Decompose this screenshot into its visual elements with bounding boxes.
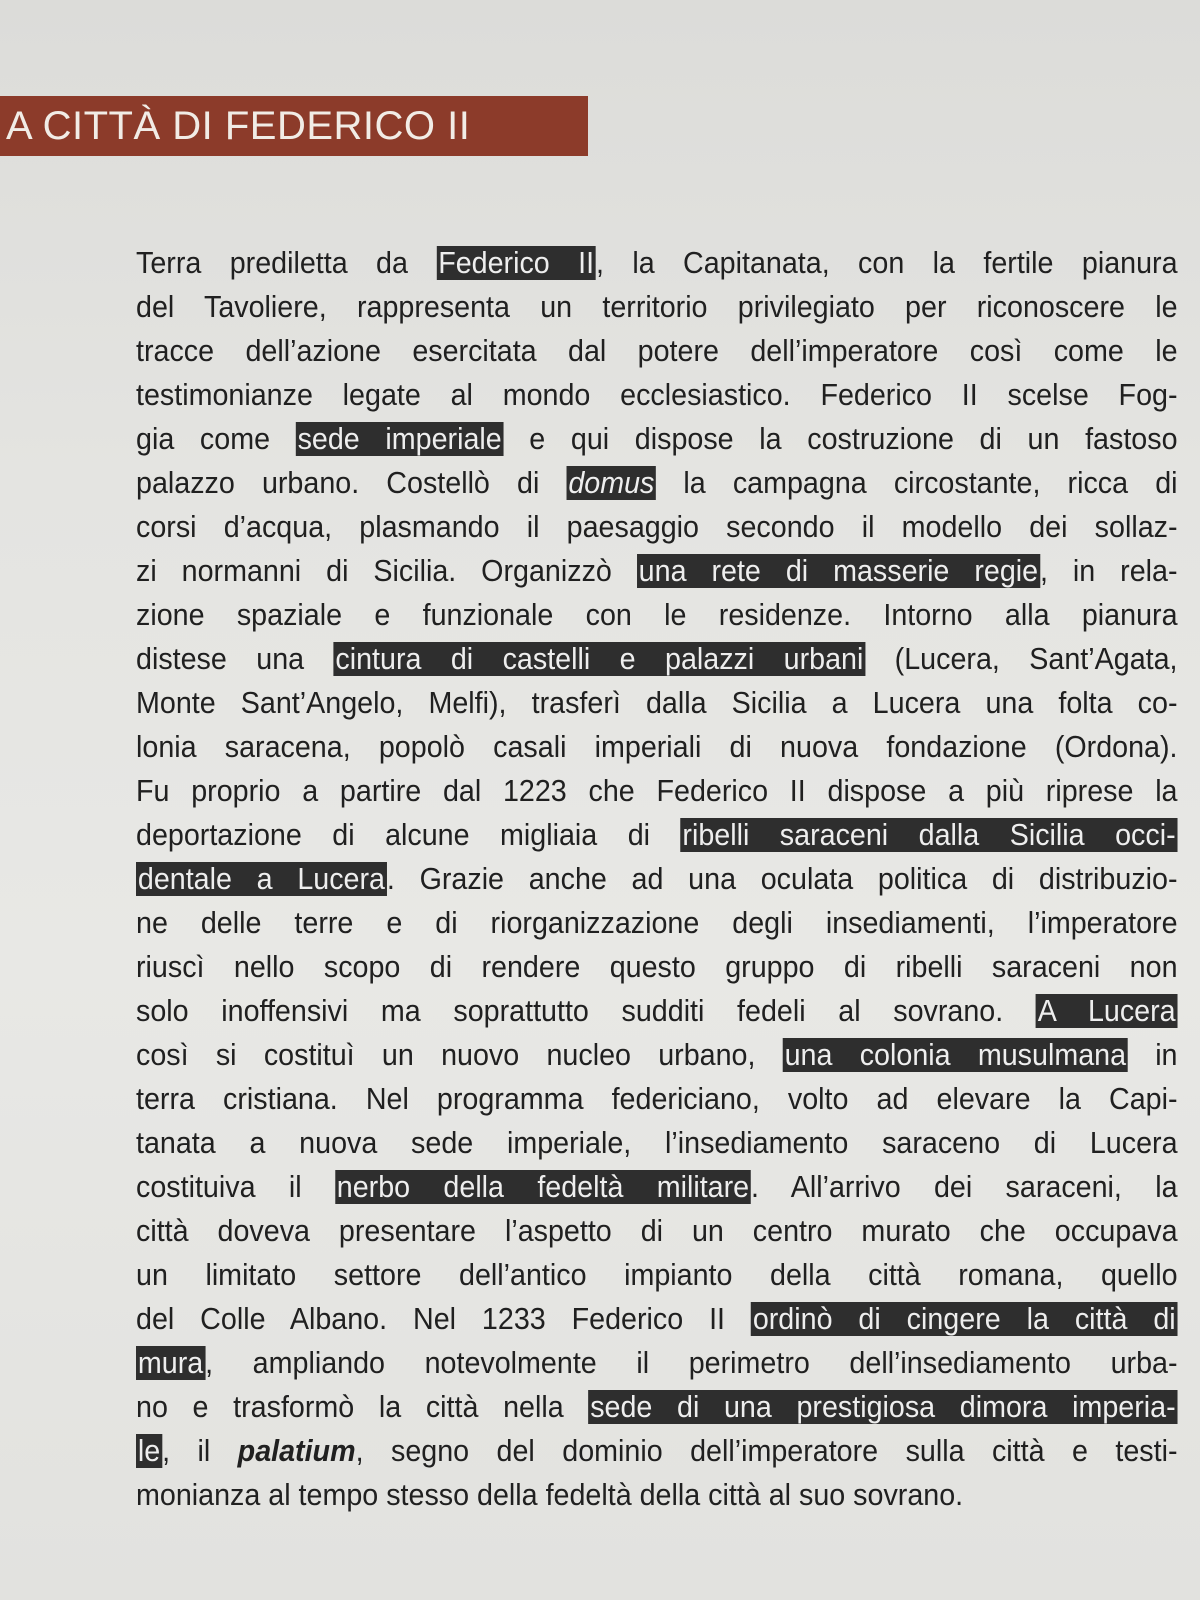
text-segment: un limitato settore dell’antico impianto della città romana, quello [136, 1258, 1178, 1292]
highlighted-phrase: sede imperiale [297, 422, 502, 456]
text-line [136, 1209, 1178, 1253]
text-segment: terra cristiana. Nel programma federiciano, volto ad elevare la Capi- [136, 1082, 1178, 1116]
highlighted-phrase: Federico II [438, 246, 595, 280]
text-line [136, 769, 1178, 813]
highlighted-phrase: una rete di masserie regie [638, 554, 1039, 588]
text-segment: tracce dell’azione esercitata dal potere dell’imperatore così come le [136, 334, 1178, 368]
text-line [136, 1121, 1178, 1165]
text-line [136, 1473, 1178, 1517]
text-segment: del Tavoliere, rappresenta un territorio privilegiato per riconoscere le [136, 290, 1178, 324]
highlighted-phrase: dentale a Lucera [137, 862, 385, 896]
text-line [136, 1033, 1178, 1077]
highlighted-phrase: nerbo della fedeltà militare [336, 1170, 750, 1204]
text-segment: riuscì nello scopo di rendere questo gruppo di ribelli saraceni non [136, 950, 1178, 984]
text-line [136, 813, 1178, 857]
text-segment: Monte Sant’Angelo, Melfi), trasferì dalla Sicilia a Lucera una folta co- [136, 686, 1178, 720]
text-segment: , la Capitanata, con la fertile pianura [595, 246, 1178, 280]
highlighted-phrase: A Lucera [1037, 994, 1176, 1028]
text-segment: e qui dispose la costruzione di un fastoso [503, 422, 1178, 456]
text-line [136, 901, 1178, 945]
text-segment: zi normanni di Sicilia. Organizzò [136, 554, 637, 588]
text-segment: gia come [136, 422, 296, 456]
emphasized-word: palatium [237, 1434, 356, 1468]
text-segment: . All’arrivo dei saraceni, la [751, 1170, 1178, 1204]
highlighted-phrase: mura [137, 1346, 204, 1380]
text-segment: tanata a nuova sede imperiale, l’insediamento saraceno di Lucera [136, 1126, 1178, 1160]
text-segment: del Colle Albano. Nel 1233 Federico II [136, 1302, 751, 1336]
text-segment: palazzo urbano. Costellò di [136, 466, 567, 500]
text-line [136, 637, 1178, 681]
text-segment: così si costituì un nuovo nucleo urbano, [136, 1038, 783, 1072]
text-line [136, 1077, 1178, 1121]
text-segment: monianza al tempo stesso della fedeltà della città al suo sovrano. [136, 1478, 964, 1512]
highlighted-phrase: ordinò di cingere la città di [752, 1302, 1176, 1336]
highlighted-phrase: ribelli saraceni dalla Sicilia occi- [682, 818, 1176, 852]
text-line [136, 681, 1178, 725]
text-segment: , segno del dominio dell’imperatore sulla città e testi- [355, 1434, 1178, 1468]
text-line [136, 989, 1178, 1033]
highlighted-phrase: cintura di castelli e palazzi urbani [335, 642, 864, 676]
text-segment: . Grazie anche ad una oculata politica di distribuzio- [386, 862, 1178, 896]
text-line [136, 1253, 1178, 1297]
text-segment: testimonianze legate al mondo ecclesiastico. Federico II scelse Fog- [136, 378, 1178, 412]
highlighted-phrase: sede di una prestigiosa dimora imperia- [590, 1390, 1176, 1424]
text-segment: città doveva presentare l’aspetto di un centro murato che occupava [136, 1214, 1178, 1248]
text-segment: la campagna circostante, ricca di [656, 466, 1178, 500]
text-segment: distese una [136, 642, 334, 676]
text-segment: in [1127, 1038, 1178, 1072]
text-line [136, 1341, 1178, 1385]
text-line [136, 945, 1178, 989]
text-segment: , in rela- [1039, 554, 1178, 588]
text-line [136, 461, 1178, 505]
body-paragraph [136, 241, 1178, 1517]
text-segment: deportazione di alcune migliaia di [136, 818, 681, 852]
highlighted-phrase: una colonia musulmana [784, 1038, 1127, 1072]
text-line [136, 1297, 1178, 1341]
text-line [136, 373, 1178, 417]
text-line [136, 329, 1178, 373]
text-line [136, 285, 1178, 329]
text-segment: no e trasformò la città nella [136, 1390, 589, 1424]
text-line [136, 1165, 1178, 1209]
text-line [136, 857, 1178, 901]
highlighted-phrase: le [137, 1434, 161, 1468]
text-segment: Terra prediletta da [136, 246, 437, 280]
section-title [0, 96, 588, 156]
text-segment: ne delle terre e di riorganizzazione degli insediamenti, l’imperatore [136, 906, 1178, 940]
text-segment: , il [162, 1434, 238, 1468]
text-line [136, 1429, 1178, 1473]
text-segment: (Lucera, Sant’Agata, [865, 642, 1178, 676]
text-line [136, 549, 1178, 593]
section-title-text: A CITTÀ DI FEDERICO II [6, 104, 471, 148]
text-segment: corsi d’acqua, plasmando il paesaggio secondo il modello dei sollaz- [136, 510, 1178, 544]
text-line [136, 241, 1178, 285]
text-segment: Fu proprio a partire dal 1223 che Federico II dispose a più riprese la [136, 774, 1178, 808]
highlighted-phrase: domus [568, 466, 655, 500]
text-segment: lonia saracena, popolò casali imperiali di nuova fondazione (Ordona). [136, 730, 1178, 764]
text-line [136, 505, 1178, 549]
text-segment: solo inoffensivi ma soprattutto sudditi fedeli al sovrano. [136, 994, 1036, 1028]
text-line [136, 593, 1178, 637]
text-segment: , ampliando notevolmente il perimetro dell’insediamento urba- [205, 1346, 1178, 1380]
text-line [136, 1385, 1178, 1429]
text-line [136, 725, 1178, 769]
text-segment: zione spaziale e funzionale con le residenze. Intorno alla pianura [136, 598, 1178, 632]
text-line [136, 417, 1178, 461]
text-segment: costituiva il [136, 1170, 335, 1204]
